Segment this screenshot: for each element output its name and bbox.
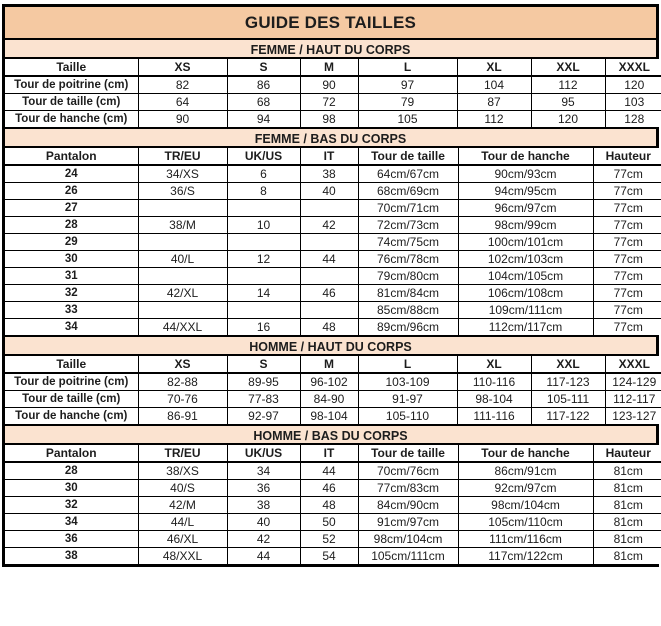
table-cell [300, 199, 358, 216]
table-cell: 86cm/91cm [458, 462, 593, 479]
section-heading: HOMME / HAUT DU CORPS [5, 335, 656, 356]
table-cell: 112 [457, 110, 531, 127]
table-cell: 77cm [593, 301, 661, 318]
table-cell: 94 [227, 110, 300, 127]
table-cell: 77cm [593, 233, 661, 250]
table-cell: 120 [531, 110, 605, 127]
row-header-cell: 38 [64, 549, 78, 562]
table-row [5, 284, 661, 301]
table-cell: 77cm [593, 182, 661, 199]
section-heading: FEMME / BAS DU CORPS [5, 127, 656, 148]
row-header-cell: 26 [5, 182, 138, 199]
table-cell: 76cm/78cm [358, 250, 458, 267]
row-header-cell: 34 [5, 513, 138, 530]
table-cell: 64cm/67cm [358, 165, 458, 182]
table-cell: 81cm [593, 513, 661, 530]
table-cell: 48 [300, 496, 358, 513]
table-cell: 96cm/97cm [458, 199, 593, 216]
row-header-cell: 28 [5, 462, 138, 479]
column-header-cell: XL [457, 356, 531, 373]
table-cell: 90 [300, 76, 358, 93]
table-cell: 91-97 [358, 390, 457, 407]
table-row [5, 93, 661, 110]
table-cell: 16 [227, 318, 300, 335]
header-row [5, 445, 661, 462]
table-cell: 70cm/71cm [358, 199, 458, 216]
column-header-cell: M [300, 59, 358, 76]
table-row [5, 110, 661, 127]
table-cell: 68cm/69cm [358, 182, 458, 199]
table-cell: 52 [300, 530, 358, 547]
table-cell: 84-90 [300, 390, 358, 407]
section-table [5, 356, 661, 424]
section-heading: FEMME / HAUT DU CORPS [5, 38, 656, 59]
table-cell: 96-102 [300, 373, 358, 390]
column-header-cell: XXXL [605, 356, 661, 373]
table-row [5, 547, 661, 564]
table-cell: 105cm/111cm [358, 547, 458, 564]
table-cell: 81cm/84cm [358, 284, 458, 301]
table-row [5, 216, 661, 233]
table-cell: 38/XS [138, 462, 227, 479]
table-row [5, 318, 661, 335]
table-cell: 8 [227, 182, 300, 199]
table-cell: 40/L [138, 250, 227, 267]
table-cell [138, 267, 227, 284]
table-cell: 98-104 [300, 407, 358, 424]
table-cell: 81cm [593, 547, 661, 564]
table-cell: 72cm/73cm [358, 216, 458, 233]
table-row [5, 199, 661, 216]
table-cell: 79cm/80cm [358, 267, 458, 284]
table-row [5, 407, 661, 424]
table-cell: 89-95 [227, 373, 300, 390]
table-row [5, 462, 661, 479]
table-cell: 112-117 [605, 390, 661, 407]
table-cell: 77cm [593, 318, 661, 335]
table-cell: 102cm/103cm [458, 250, 593, 267]
table-cell: 117cm/122cm [458, 547, 593, 564]
table-cell: 77cm [593, 250, 661, 267]
column-header-cell: IT [300, 148, 358, 165]
header-row [5, 59, 661, 76]
table-cell: 105-111 [531, 390, 605, 407]
table-cell: 123-127 [605, 407, 661, 424]
table-row [5, 496, 661, 513]
table-cell: 44/L [138, 513, 227, 530]
table-row [5, 76, 661, 93]
column-header-cell: S [227, 356, 300, 373]
table-row [5, 250, 661, 267]
page-title: GUIDE DES TAILLES [5, 7, 656, 38]
table-cell: 92cm/97cm [458, 479, 593, 496]
table-row [5, 479, 661, 496]
column-header-cell: XXL [531, 59, 605, 76]
column-header-cell: Pantalon [5, 445, 138, 462]
sections [5, 38, 656, 564]
row-header-cell: 24 [5, 165, 138, 182]
table-cell: 6 [227, 165, 300, 182]
table-cell: 81cm [593, 479, 661, 496]
table-cell: 54 [300, 547, 358, 564]
table-cell: 112cm/117cm [458, 318, 593, 335]
table-cell: 94cm/95cm [458, 182, 593, 199]
table-cell: 68 [227, 93, 300, 110]
table-cell: 105-110 [358, 407, 457, 424]
table-cell: 105 [358, 110, 457, 127]
column-header-cell: Tour de hanche [458, 148, 593, 165]
table-cell: 91cm/97cm [358, 513, 458, 530]
table-cell: 77cm [593, 216, 661, 233]
column-header-cell: M [300, 356, 358, 373]
table-cell: 117-122 [531, 407, 605, 424]
table-cell: 77-83 [227, 390, 300, 407]
table-cell: 42/XL [138, 284, 227, 301]
column-header-cell: Hauteur [593, 148, 661, 165]
table-cell: 120 [605, 76, 661, 93]
table-cell: 103 [605, 93, 661, 110]
table-cell: 46 [300, 284, 358, 301]
table-cell: 38 [227, 496, 300, 513]
column-header-cell: XS [138, 356, 227, 373]
table-cell: 77cm [593, 267, 661, 284]
row-header-cell: Tour de taille (cm) [5, 93, 138, 110]
column-header-cell: TR/EU [138, 148, 227, 165]
table-cell: 97 [358, 76, 457, 93]
table-cell: 98cm/99cm [458, 216, 593, 233]
column-header-cell: S [227, 59, 300, 76]
table-cell: 77cm [593, 199, 661, 216]
table-cell: 110-116 [457, 373, 531, 390]
table-cell: 77cm/83cm [358, 479, 458, 496]
table-cell: 42 [227, 530, 300, 547]
table-cell: 86-91 [138, 407, 227, 424]
table-cell: 98cm/104cm [458, 496, 593, 513]
column-header-cell: IT [300, 445, 358, 462]
section-table [5, 445, 661, 564]
table-cell: 34/XS [138, 165, 227, 182]
column-header-cell: XS [138, 59, 227, 76]
table-cell: 74cm/75cm [358, 233, 458, 250]
table-cell: 72 [300, 93, 358, 110]
row-header-cell: 30 [5, 250, 138, 267]
row-header-cell: 34 [64, 320, 78, 333]
table-cell: 48/XXL [138, 547, 227, 564]
table-row [5, 373, 661, 390]
table-cell: 81cm [593, 530, 661, 547]
table-cell: 50 [300, 513, 358, 530]
table-cell: 86 [227, 76, 300, 93]
table-cell: 106cm/108cm [458, 284, 593, 301]
row-header-cell: 27 [5, 199, 138, 216]
table-cell: 112 [531, 76, 605, 93]
table-cell: 98cm/104cm [358, 530, 458, 547]
table-cell [300, 233, 358, 250]
table-cell: 79 [358, 93, 457, 110]
row-header-cell: 32 [5, 496, 138, 513]
table-cell: 46 [300, 479, 358, 496]
table-cell: 100cm/101cm [458, 233, 593, 250]
column-header-cell: UK/US [227, 148, 300, 165]
column-header-cell: Tour de taille [358, 148, 458, 165]
column-header-cell: Taille [5, 59, 138, 76]
table-cell: 34 [227, 462, 300, 479]
table-cell [227, 233, 300, 250]
table-row [5, 267, 661, 284]
row-header-cell: Tour de poitrine (cm) [5, 76, 138, 93]
column-header-cell: L [358, 59, 457, 76]
table-row [5, 182, 661, 199]
table-cell: 14 [227, 284, 300, 301]
table-cell [138, 199, 227, 216]
table-cell: 103-109 [358, 373, 457, 390]
table-cell: 90cm/93cm [458, 165, 593, 182]
row-header-cell: 36 [5, 530, 138, 547]
row-header-cell: Tour de poitrine (cm) [5, 373, 138, 390]
table-cell: 128 [605, 110, 661, 127]
table-cell: 42 [300, 216, 358, 233]
table-cell: 36 [227, 479, 300, 496]
table-cell: 82-88 [138, 373, 227, 390]
row-header-cell: Tour de taille (cm) [5, 390, 138, 407]
table-cell [227, 301, 300, 318]
table-cell: 95 [531, 93, 605, 110]
table-cell: 84cm/90cm [358, 496, 458, 513]
table-cell: 81cm [593, 496, 661, 513]
table-cell: 48 [300, 318, 358, 335]
table-cell [300, 301, 358, 318]
table-cell: 111cm/116cm [458, 530, 593, 547]
row-header-cell: Tour de hanche (cm) [15, 112, 128, 125]
table-cell [300, 267, 358, 284]
table-cell: 81cm [593, 462, 661, 479]
table-cell: 70cm/76cm [358, 462, 458, 479]
column-header-cell: XL [457, 59, 531, 76]
row-header-cell: Tour de hanche (cm) [15, 409, 128, 422]
column-header-cell: Pantalon [5, 148, 138, 165]
table-cell: 40 [300, 182, 358, 199]
row-header-cell: 32 [5, 284, 138, 301]
table-cell: 104 [457, 76, 531, 93]
table-row [5, 390, 661, 407]
table-cell: 92-97 [227, 407, 300, 424]
table-cell: 38 [300, 165, 358, 182]
table-cell: 38/M [138, 216, 227, 233]
table-cell: 40 [227, 513, 300, 530]
column-header-cell: Hauteur [593, 445, 661, 462]
column-header-cell: Tour de hanche [458, 445, 593, 462]
row-header-cell: 29 [5, 233, 138, 250]
section-table [5, 59, 661, 127]
table-cell [138, 301, 227, 318]
table-cell: 124-129 [605, 373, 661, 390]
column-header-cell: L [358, 356, 457, 373]
table-cell: 98 [300, 110, 358, 127]
table-row [5, 530, 661, 547]
header-row [5, 356, 661, 373]
table-row [5, 233, 661, 250]
table-cell: 10 [227, 216, 300, 233]
table-cell: 77cm [593, 165, 661, 182]
column-header-cell: Taille [5, 356, 138, 373]
table-cell [227, 199, 300, 216]
table-cell: 89cm/96cm [358, 318, 458, 335]
row-header-cell: 31 [5, 267, 138, 284]
table-cell: 90 [138, 110, 227, 127]
table-cell: 82 [138, 76, 227, 93]
column-header-cell: XXL [531, 356, 605, 373]
table-cell [138, 233, 227, 250]
table-cell: 46/XL [138, 530, 227, 547]
table-row [5, 301, 661, 318]
table-cell: 105cm/110cm [458, 513, 593, 530]
table-cell: 111-116 [457, 407, 531, 424]
table-cell: 98-104 [457, 390, 531, 407]
row-header-cell: 28 [5, 216, 138, 233]
table-cell: 104cm/105cm [458, 267, 593, 284]
table-cell: 12 [227, 250, 300, 267]
table-cell: 40/S [138, 479, 227, 496]
table-cell: 85cm/88cm [358, 301, 458, 318]
table-cell: 109cm/111cm [458, 301, 593, 318]
table-row [5, 513, 661, 530]
column-header-cell: Tour de taille [358, 445, 458, 462]
table-cell: 44/XXL [138, 318, 227, 335]
table-cell: 87 [457, 93, 531, 110]
row-header-cell: 30 [5, 479, 138, 496]
column-header-cell: TR/EU [138, 445, 227, 462]
table-row [5, 165, 661, 182]
table-cell: 117-123 [531, 373, 605, 390]
table-cell: 44 [300, 462, 358, 479]
section-heading: HOMME / BAS DU CORPS [5, 424, 656, 445]
table-cell: 42/M [138, 496, 227, 513]
section-table [5, 148, 661, 335]
column-header-cell: UK/US [227, 445, 300, 462]
table-cell: 44 [300, 250, 358, 267]
size-guide-sheet [2, 4, 659, 567]
row-header-cell: 33 [5, 301, 138, 318]
table-cell: 70-76 [138, 390, 227, 407]
table-cell: 36/S [138, 182, 227, 199]
table-cell: 64 [138, 93, 227, 110]
column-header-cell: XXXL [605, 59, 661, 76]
table-cell: 77cm [593, 284, 661, 301]
table-cell [227, 267, 300, 284]
header-row [5, 148, 661, 165]
table-cell: 44 [227, 547, 300, 564]
